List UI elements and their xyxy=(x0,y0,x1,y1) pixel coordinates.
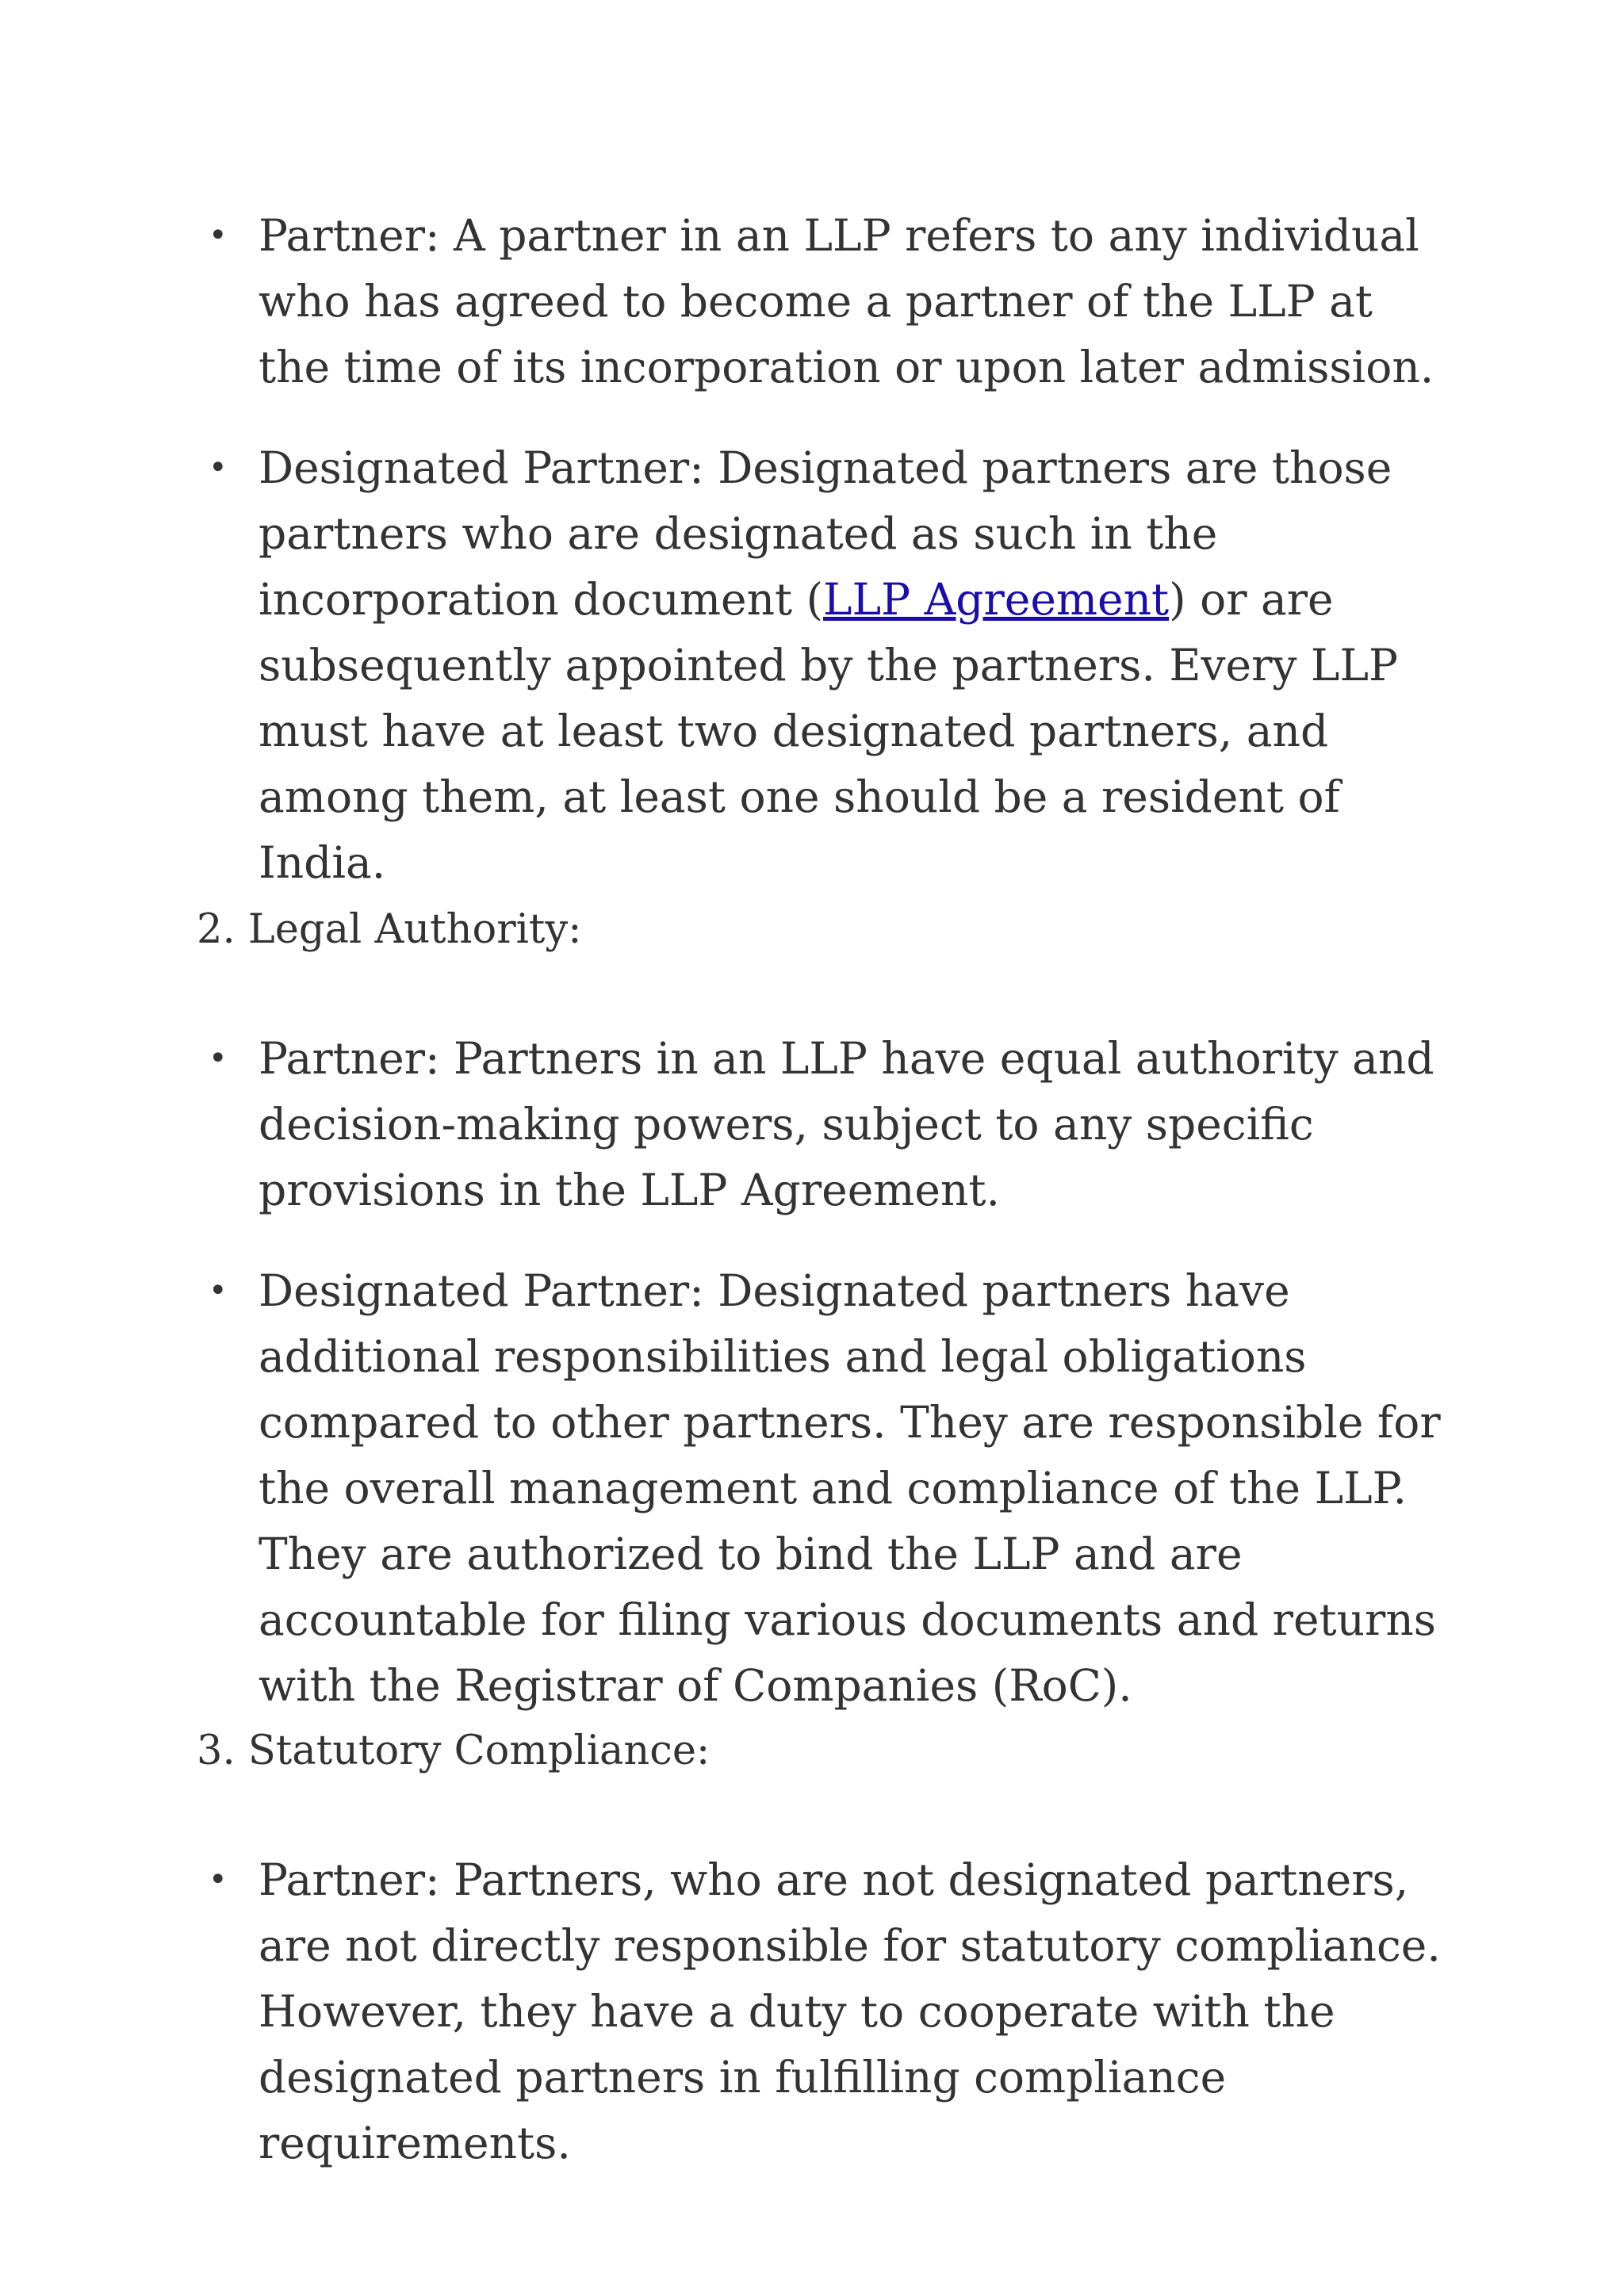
partner-definitions-list xyxy=(0,203,1624,931)
list-item-text-before-link: Designated Partner: Designated partners are those partners who are designated as such in the incorporation document ( xyxy=(259,442,1392,625)
bullet-icon: • xyxy=(209,1862,228,1898)
list-item-text-after-link: ) or are subsequently appointed by the partners. Every LLP must have at least two designated partners, and among them, at least one should be a resident of India. xyxy=(259,574,1398,888)
list-item-text: Partner: Partners, who are not designated partners, are not directly responsible for statutory compliance. However, they have a duty to cooperate with the designated partners in fulfilling compliance requirements. xyxy=(259,1854,1441,2168)
list-item xyxy=(0,1847,1448,2176)
bullet-icon: • xyxy=(209,1040,228,1077)
statutory-compliance-list xyxy=(0,1847,1624,2211)
list-item xyxy=(0,203,1448,400)
section-heading-statutory-compliance: 3. Statutory Compliance: xyxy=(197,1728,710,1774)
bullet-icon: • xyxy=(209,1272,228,1309)
list-item xyxy=(0,1258,1448,1719)
llp-agreement-link[interactable]: LLP Agreement xyxy=(823,574,1170,625)
list-item xyxy=(0,1026,1448,1223)
section-heading-legal-authority: 2. Legal Authority: xyxy=(197,906,582,953)
list-item-text: Partner: A partner in an LLP refers to any individual who has agreed to become a partner of the LLP at the time of its incorporation or upon later admission. xyxy=(259,210,1434,392)
bullet-icon: • xyxy=(209,450,228,486)
bullet-icon: • xyxy=(209,217,228,254)
legal-authority-list xyxy=(0,1026,1624,1754)
list-item-text: Partner: Partners in an LLP have equal authority and decision-making powers, subject to any specific provisions in the LLP Agreement. xyxy=(259,1033,1434,1215)
list-item-text: Designated Partner: Designated partners have additional responsibilities and legal obligations compared to other partners. They are responsible for the overall management and compliance of the LLP. They are authorized to bind the LLP and are accountable for filing various documents and returns with the Registrar of Companies (RoC). xyxy=(259,1265,1441,1711)
list-item xyxy=(0,435,1448,896)
